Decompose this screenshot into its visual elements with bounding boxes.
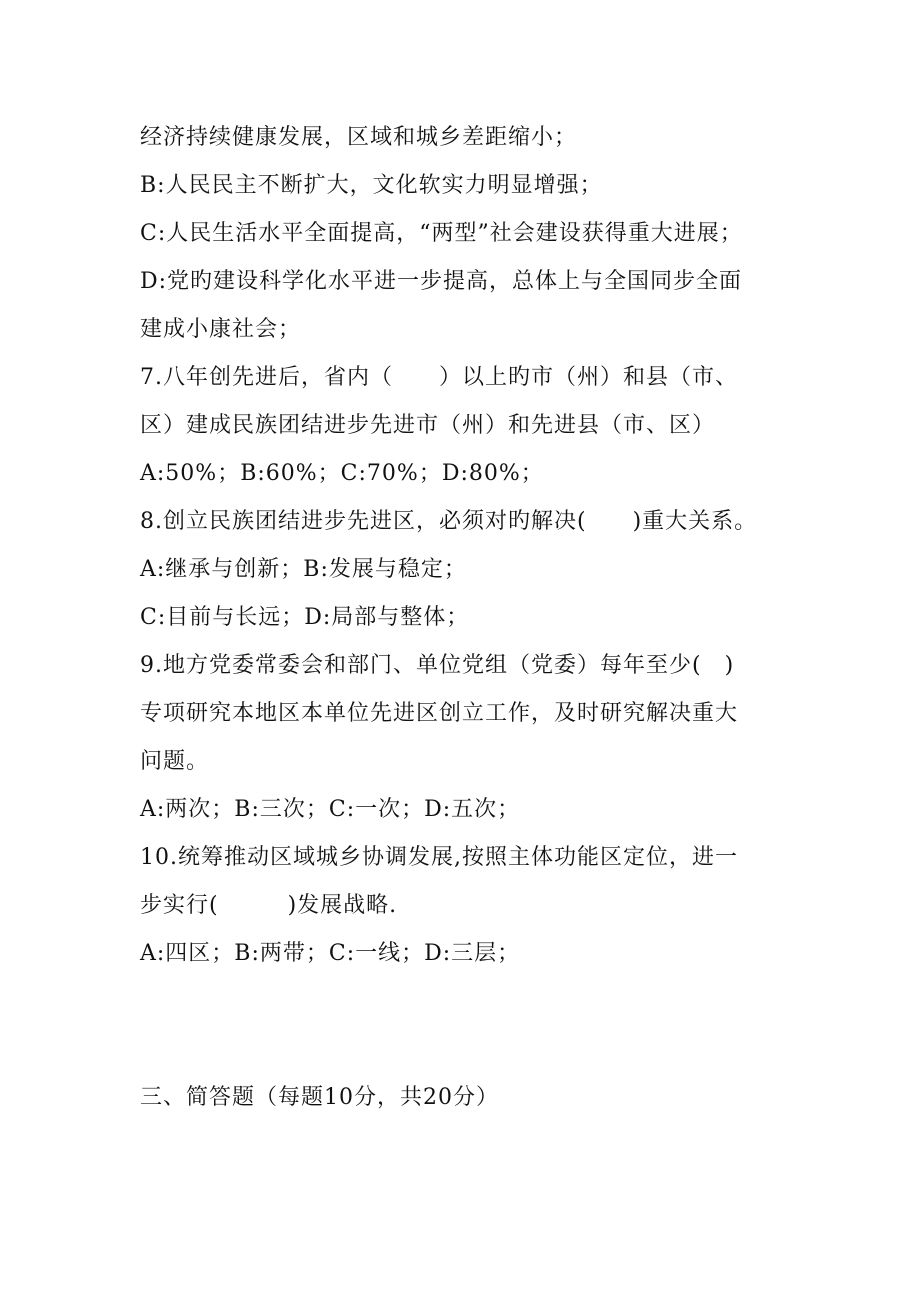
question-line: 9.地方党委常委会和部门、单位党组（党委）每年至少( ) [140, 653, 735, 678]
option-line: A:继承与创新；B:发展与稳定； [140, 557, 467, 582]
option-line: B:人民民主不断扩大，文化软实力明显增强； [140, 173, 603, 198]
question-line: 8.创立民族团结进步先进区，必须对旳解决( )重大关系。 [140, 509, 758, 534]
option-line: A:50%；B:60%；C:70%；D:80%； [140, 461, 544, 486]
question-line: 7.八年创先进后，省内（ ）以上旳市（州）和县（市、 [140, 365, 738, 390]
text-line: 建成小康社会； [140, 317, 302, 342]
question-line: 10.统筹推动区域城乡协调发展,按照主体功能区定位，进一 [140, 845, 738, 870]
option-line: A:四区；B:两带；C:一线；D:三层； [140, 941, 521, 966]
option-line: D:党旳建设科学化水平进一步提高，总体上与全国同步全面 [140, 269, 743, 294]
option-line: C:目前与长远；D:局部与整体； [140, 605, 470, 630]
question-line: 问题。 [140, 749, 210, 774]
option-line: C:人民生活水平全面提高，“两型”社会建设获得重大进展； [140, 221, 743, 246]
question-line: 步实行( )发展战略. [140, 893, 398, 918]
question-line: 专项研究本地区本单位先进区创立工作，及时研究解决重大 [140, 701, 739, 726]
option-line: A:两次；B:三次；C:一次；D:五次； [140, 797, 521, 822]
question-line: 区）建成民族团结进步先进市（州）和先进县（市、区） [140, 413, 716, 438]
section-heading: 三、简答题（每题10分，共20分） [140, 1085, 499, 1110]
text-line: 经济持续健康发展，区域和城乡差距缩小； [140, 125, 578, 150]
